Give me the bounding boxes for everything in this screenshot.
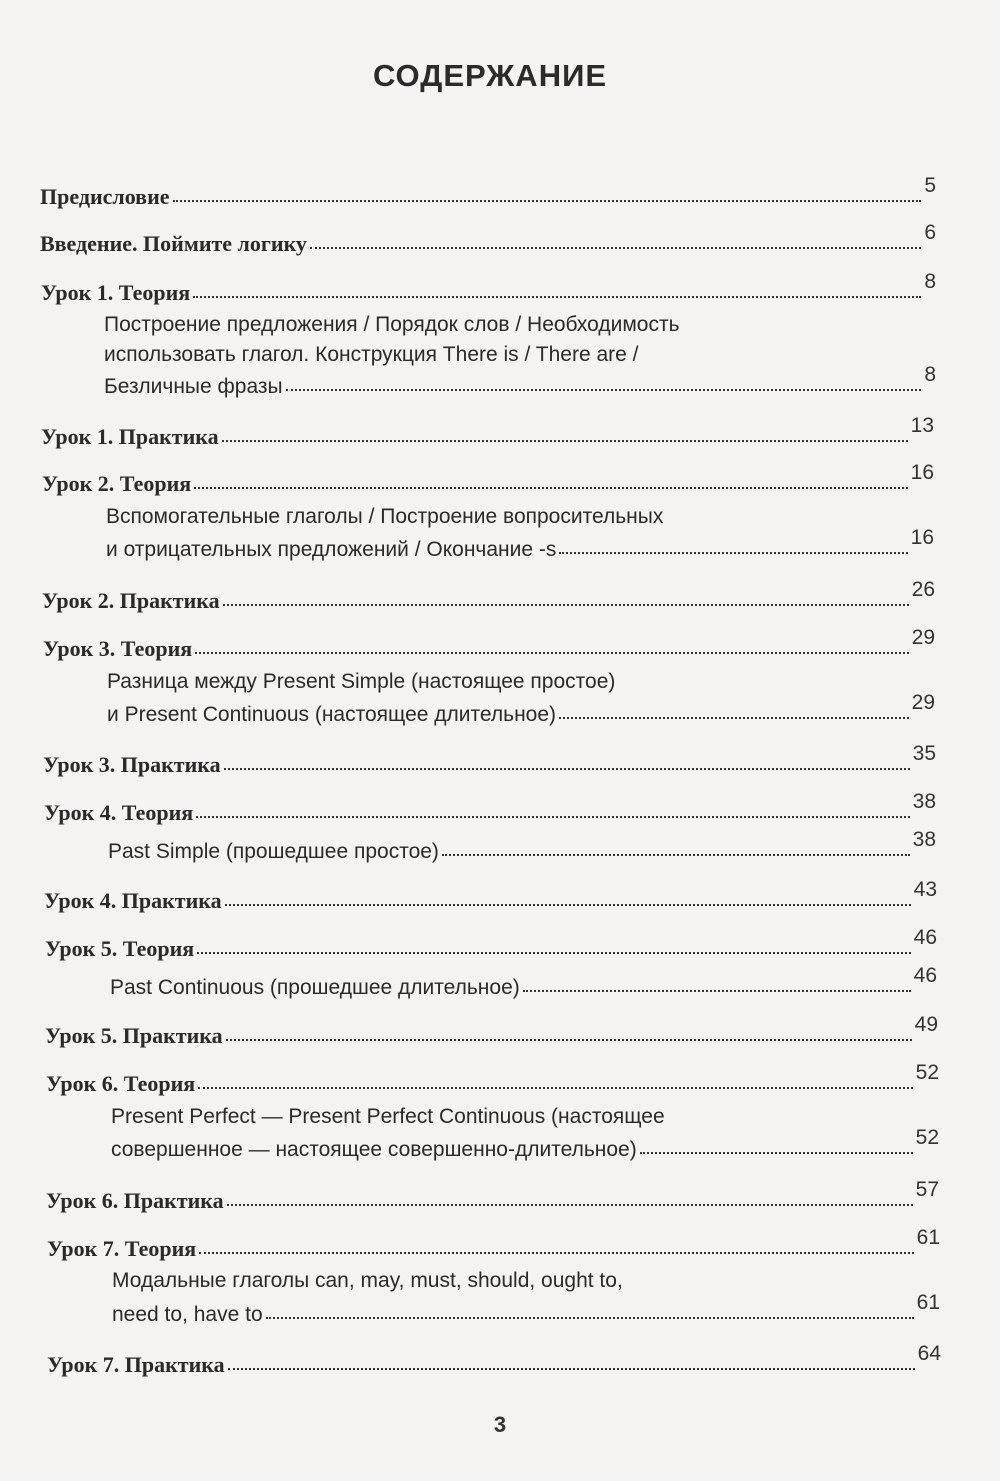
toc-subentry-line: Present Perfect — Present Perfect Continuous (настоящее [111, 1105, 665, 1128]
toc-entry [40, 223, 936, 257]
leader-dots [196, 815, 909, 818]
toc-entry [41, 272, 936, 306]
toc-entry-title: Введение. Поймите логику [40, 231, 307, 256]
leader-dots [198, 1086, 912, 1089]
toc-entry [106, 528, 934, 562]
toc-entry [47, 1344, 941, 1378]
toc-entry-title: и отрицательных предложений / Окончание -s [106, 538, 557, 561]
toc-entry [45, 928, 937, 962]
toc-entry-title: Урок 3. Практика [43, 752, 221, 777]
leader-dots [228, 1367, 915, 1370]
toc-page-number: 38 [912, 828, 936, 851]
toc-page-number: 46 [913, 964, 937, 987]
toc-page-number: 43 [913, 878, 937, 901]
leader-dots [173, 199, 922, 202]
leader-dots [559, 716, 909, 719]
toc-page-number: 52 [915, 1061, 939, 1084]
leader-dots [222, 439, 908, 442]
leader-dots [197, 951, 910, 954]
toc-entry-title: Урок 6. Практика [46, 1188, 224, 1213]
toc-entry-title: Урок 5. Практика [45, 1023, 223, 1048]
leader-dots [310, 246, 921, 249]
toc-entry [110, 966, 937, 1000]
toc-entry [46, 1180, 939, 1214]
toc-page-number: 57 [915, 1178, 939, 1201]
toc-entry [40, 176, 936, 210]
page-title: СОДЕРЖАНИЕ [372, 58, 608, 93]
toc-subentry-line: Разница между Present Simple (настоящее простое) [107, 670, 616, 693]
leader-dots [559, 551, 907, 554]
leader-dots [442, 853, 910, 856]
toc-entry-title: Урок 7. Теория [47, 1236, 197, 1261]
toc-page-number: 5 [924, 174, 936, 197]
leader-dots [194, 486, 907, 489]
toc-page-number: 52 [915, 1126, 939, 1149]
leader-dots [266, 1316, 914, 1319]
toc-page-number: 64 [917, 1342, 941, 1365]
toc-entry-title: Урок 6. Теория [46, 1071, 196, 1096]
leader-dots [195, 651, 908, 654]
toc-entry [45, 1015, 938, 1049]
page-number: 3 [493, 1412, 507, 1437]
toc-page-number: 29 [911, 691, 935, 714]
leader-dots [224, 767, 910, 770]
toc-page-number: 49 [914, 1013, 938, 1036]
toc-entry-title: Безличные фразы [104, 375, 283, 398]
toc-entry [43, 744, 936, 778]
toc-entry-title: Предисловие [40, 184, 170, 209]
leader-dots [193, 295, 921, 298]
toc-entry-title: Урок 2. Практика [42, 588, 220, 613]
toc-entry [43, 628, 935, 662]
toc-entry [108, 830, 936, 864]
toc-page-number: 46 [913, 926, 937, 949]
toc-subentry-line: Модальные глаголы can, may, must, should, ought to, [112, 1269, 623, 1292]
toc-entry-title: и Present Continuous (настоящее длительное) [107, 703, 557, 726]
toc-page-number: 61 [916, 1291, 940, 1314]
toc-entry [112, 1293, 940, 1327]
toc-page-number: 8 [924, 363, 936, 386]
toc-page-number: 26 [911, 578, 935, 601]
toc-subentry-line: использовать глагол. Конструкция There is / There are / [104, 343, 639, 366]
toc-page-number: 8 [924, 270, 936, 293]
toc-entry [44, 880, 937, 914]
toc-entry [42, 463, 934, 497]
toc-page-number: 6 [924, 221, 936, 244]
leader-dots [523, 989, 911, 992]
leader-dots [227, 1203, 913, 1206]
toc-entry-title: Past Simple (прошедшее простое) [108, 840, 439, 863]
toc-subentry-line: Вспомогательные глаголы / Построение вопросительных [106, 505, 664, 528]
leader-dots [286, 388, 922, 391]
leader-dots [225, 903, 911, 906]
toc-entry-title: Урок 7. Практика [47, 1352, 225, 1377]
toc-entry-title: Урок 1. Теория [41, 280, 191, 305]
toc-entry-title: Урок 2. Теория [42, 471, 192, 496]
toc-page-number: 61 [916, 1226, 940, 1249]
toc-entry-title: Урок 1. Практика [41, 424, 219, 449]
toc-entry [47, 1228, 940, 1262]
toc-entry-title: Урок 4. Теория [44, 800, 194, 825]
toc-entry [42, 580, 935, 614]
toc-entry-title: Урок 4. Практика [44, 888, 222, 913]
toc-page-number: 35 [912, 742, 936, 765]
leader-dots [199, 1251, 913, 1254]
toc-entry [111, 1128, 939, 1162]
toc-entry [41, 416, 934, 450]
toc-subentry-line: Построение предложения / Порядок слов / Необходимость [104, 313, 680, 336]
leader-dots [226, 1038, 912, 1041]
leader-dots [223, 603, 909, 606]
toc-entry [44, 792, 936, 826]
toc-page-number: 38 [912, 790, 936, 813]
toc-entry [107, 693, 935, 727]
toc-entry-title: Past Continuous (прошедшее длительное) [110, 976, 520, 999]
toc-page-number: 16 [910, 526, 934, 549]
leader-dots [640, 1151, 913, 1154]
toc-entry-title: Урок 5. Теория [45, 936, 195, 961]
toc-page-number: 13 [910, 414, 934, 437]
toc-entry [46, 1063, 939, 1097]
toc-page-number: 29 [911, 626, 935, 649]
toc-page-number: 16 [910, 461, 934, 484]
toc-entry-title: совершенное — настоящее совершенно-длительное) [111, 1138, 637, 1161]
toc-entry-title: need to, have to [112, 1303, 263, 1326]
toc-entry-title: Урок 3. Теория [43, 636, 193, 661]
toc-entry [104, 365, 936, 399]
